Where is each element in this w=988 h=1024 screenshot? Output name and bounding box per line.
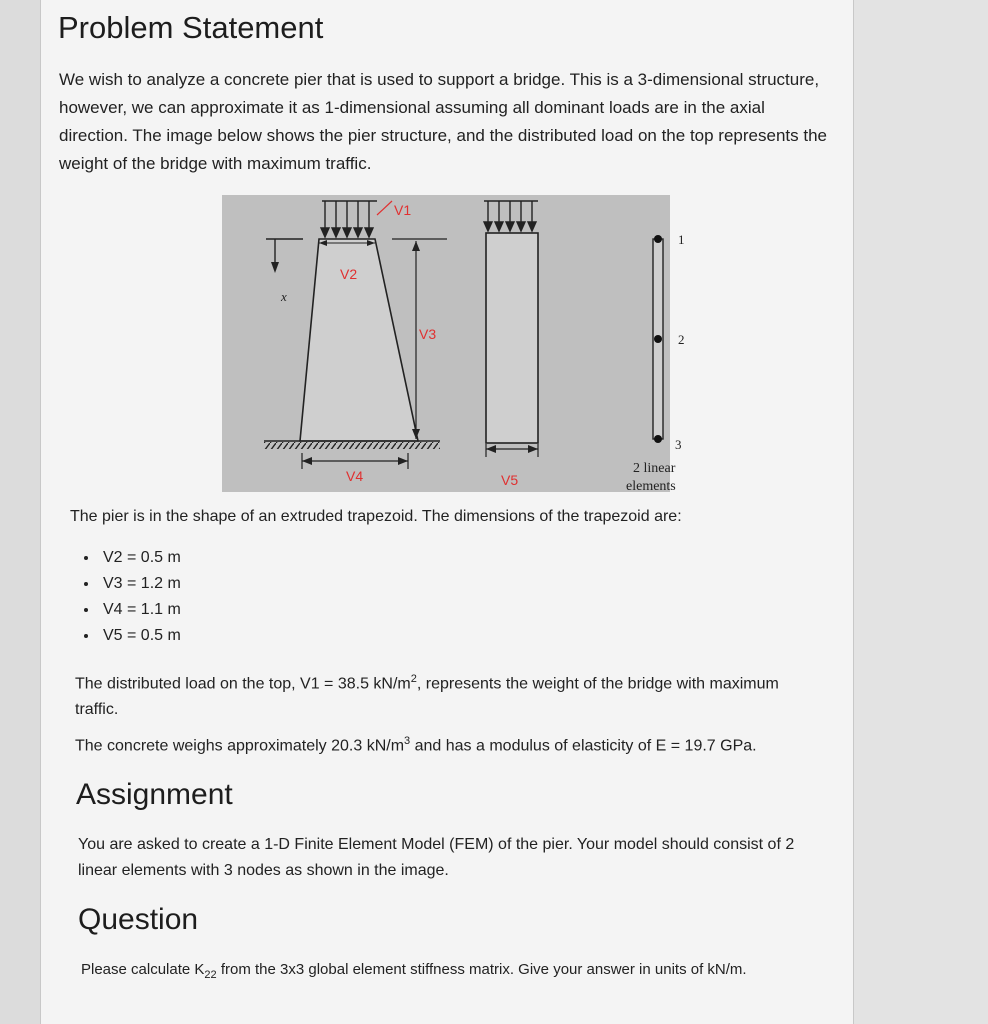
concrete-text-before: The concrete weighs approximately 20.3 kN/m: [75, 737, 405, 755]
list-item: • V4 = 1.1 m: [99, 597, 181, 623]
load-text-sup: 2: [410, 673, 417, 685]
load-paragraph: [75, 666, 795, 723]
node-2-marker: [654, 335, 662, 343]
problem-statement-heading: Problem Statement: [58, 10, 324, 45]
label-v4: V4: [346, 468, 364, 484]
distributed-load-arrows: [321, 201, 377, 237]
pier-diagram: [222, 195, 685, 494]
label-v1: V1: [394, 202, 412, 218]
question-heading: Question: [78, 903, 199, 936]
shape-paragraph: The pier is in the shape of an extruded trapezoid. The dimensions of the trapezoid are:: [70, 508, 682, 525]
label-v5: V5: [501, 472, 519, 488]
elements-caption-line1: 2 linear: [633, 461, 676, 476]
concrete-text-sup: 3: [404, 735, 411, 747]
node-1-marker: [654, 235, 662, 243]
label-v2: V2: [340, 266, 358, 282]
elements-caption-line2: elements: [626, 479, 676, 494]
label-x: x: [281, 289, 287, 304]
node-1-label: 1: [678, 232, 685, 247]
assignment-heading: Assignment: [76, 778, 233, 811]
concrete-text-after: and has a modulus of elasticity of E = 19.7 GPa.: [410, 737, 757, 755]
label-v3: V3: [419, 326, 437, 342]
pier-rectangle: [486, 233, 538, 443]
question-text-sub: 22: [204, 969, 217, 981]
node-2-label: 2: [678, 332, 685, 347]
dimensions-list: [81, 545, 181, 649]
load-text-after: , represents the weight of the bridge with maximum traffic.: [75, 675, 779, 719]
question-text-after: from the 3x3 global element stiffness matrix. Give your answer in units of kN/m.: [216, 961, 747, 978]
pier-trapezoid: [300, 239, 418, 441]
load-text-before: The distributed load on the top, V1 = 38.5 kN/m: [75, 675, 411, 693]
node-3-label: 3: [675, 437, 682, 452]
list-item: • V5 = 0.5 m: [99, 623, 181, 649]
question-paragraph: [81, 957, 821, 988]
pier-figure: [222, 195, 685, 494]
intro-paragraph: We wish to analyze a concrete pier that is used to support a bridge. This is a 3-dimensional structure, however, we can approximate it as 1-dimensional assuming all dominant loads are in the axial direction. The image below shows the pier structure, and the distributed load on the top represents the weight of the bridge with maximum traffic.: [59, 70, 827, 173]
background-strip: [853, 0, 988, 1024]
assignment-paragraph: You are asked to create a 1-D Finite Element Model (FEM) of the pier. Your model should consist of 2 linear elements with 3 nodes as shown in the image.: [78, 836, 795, 879]
ground-hatch: [264, 442, 440, 449]
rectangle-load-arrows: [484, 201, 538, 231]
node-3-marker: [654, 435, 662, 443]
problem-page: [40, 0, 854, 1024]
concrete-paragraph: [75, 735, 757, 755]
list-item: • V3 = 1.2 m: [99, 571, 181, 597]
list-item: • V2 = 0.5 m: [99, 545, 181, 571]
question-text-before: Please calculate K: [81, 961, 205, 978]
